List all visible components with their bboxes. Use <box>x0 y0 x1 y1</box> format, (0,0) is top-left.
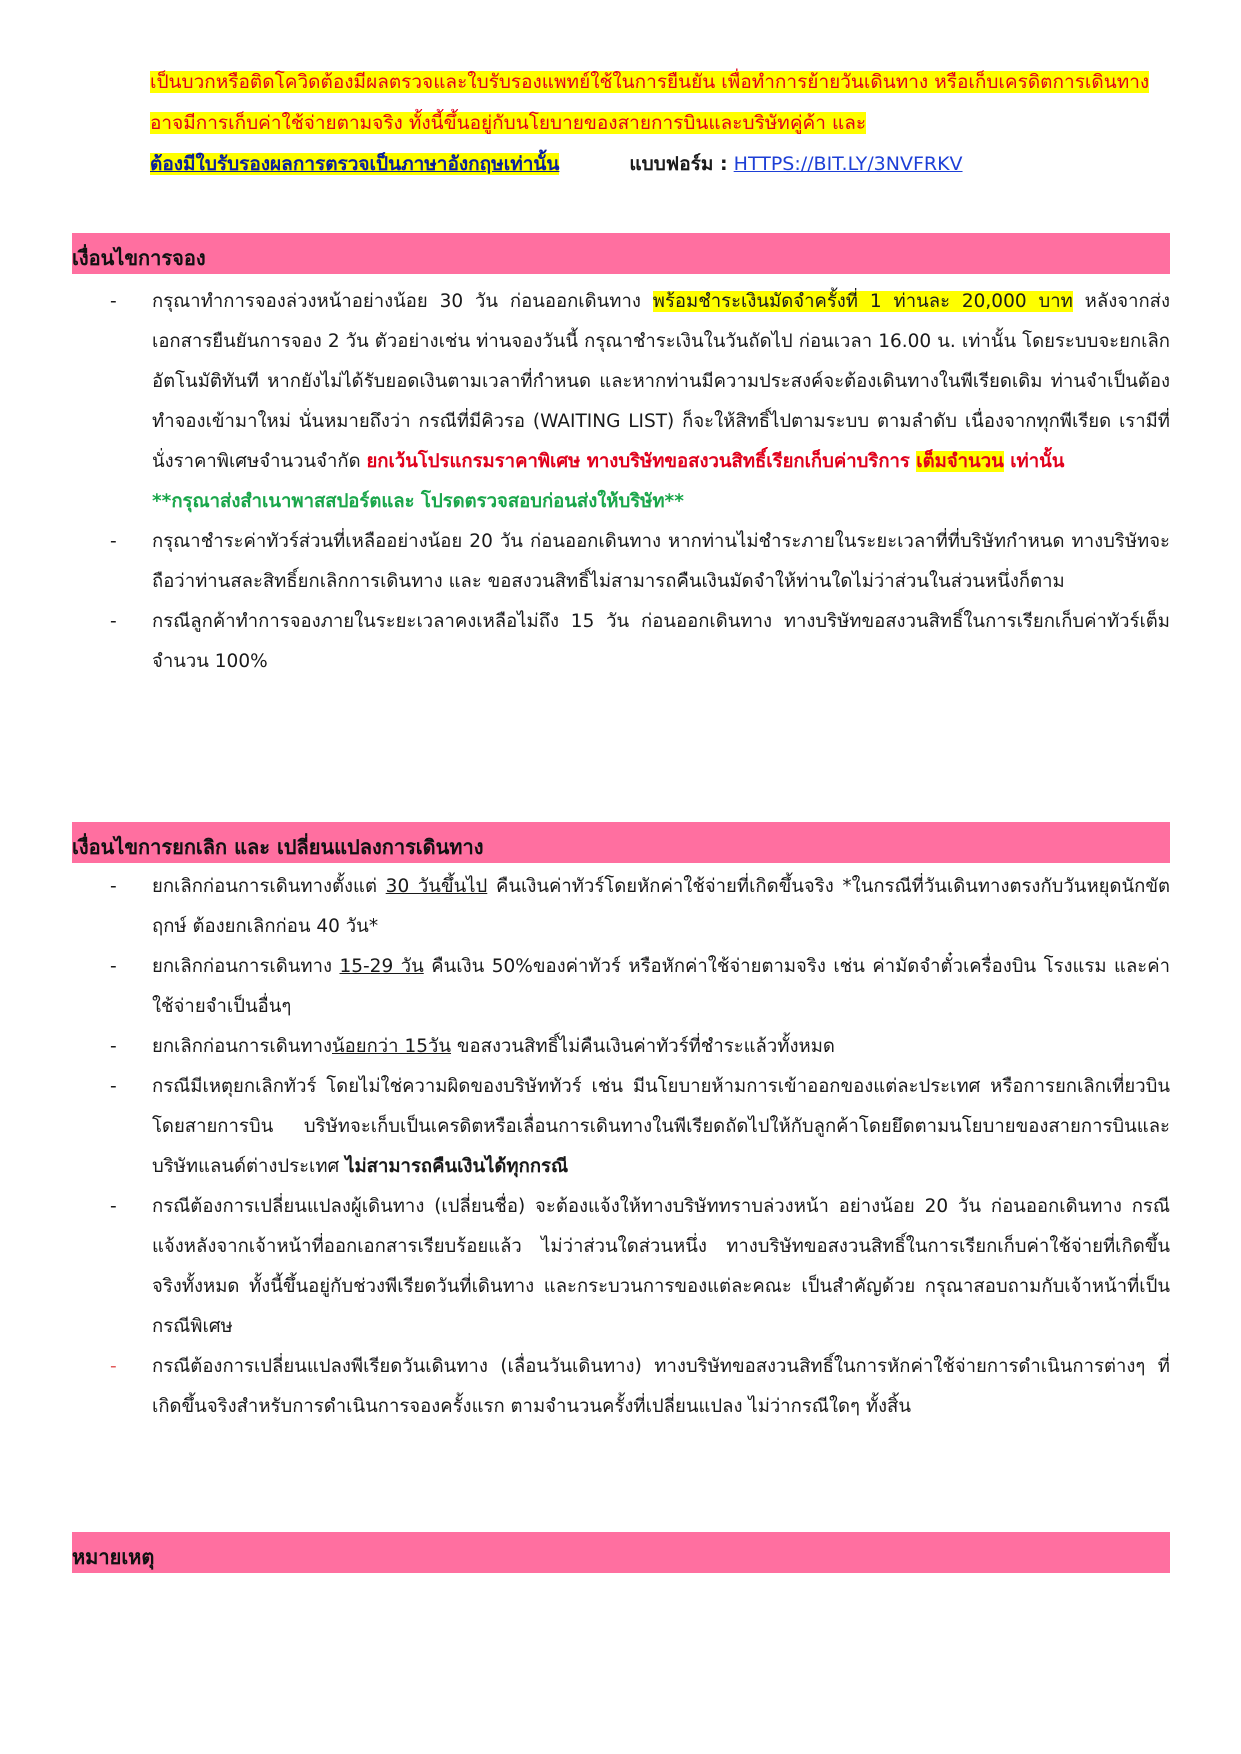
cancel-item4-text: กรณีมีเหตุยกเลิกทัวร์ โดยไม่ใช่ความผิดของบริษัททัวร์ เช่น มีนโยบายห้ามการเข้าออกของแต่ละประเทศ หรือการยกเลิกเที่ยวบินโดยสายการบิน บริษัทจะเก็บเป็นเครดิตหรือเลื่อนการเดินทางในพีเรียดถัดไปให้กับลูกค้าโดยยึดตามนโยบายของสายการบินและบริษัทแลนด์ต่างประเทศ <box>152 1076 1170 1177</box>
cancel-item3-period: น้อยกว่า 15วัน <box>332 1036 452 1057</box>
bullet-dash: - <box>110 611 117 632</box>
booking-item1-text: กรุณาทำการจองล่วงหน้าอย่างน้อย 30 วัน ก่อนออกเดินทาง <box>152 291 653 312</box>
cancel-item3-detail: ขอสงวนสิทธิ์ไม่คืนเงินค่าทัวร์ที่ชำระแล้วทั้งหมด <box>451 1036 835 1057</box>
no-refund-note: ไม่สามารถคืนเงินได้ทุกกรณี <box>345 1156 569 1177</box>
bullet-dash: - <box>110 876 117 897</box>
cancel-item1-text: ยกเลิกก่อนการเดินทางตั้งแต่ <box>152 876 386 897</box>
booking-item1-body: หลังจากส่งเอกสารยืนยันการจอง 2 วัน ตัวอย่างเช่น ท่านจองวันนี้ กรุณาชำระเงินในวันถัดไป ก่อนเวลา 16.00 น. เท่านั้น โดยระบบจะยกเลิกอัตโนมัติทันที หากยังไม่ได้รับยอดเงินตามเวลาที่กำหนด และหากท่านมีความประสงค์จะต้องเดินทางในพีเรียดเดิม ท่านจำเป็นต้องทำจองเข้ามาใหม่ นั่นหมายถึงว่า กรณีที่มีคิวรอ (WAITING LIST) ก็จะให้สิทธิ์ไปตามระบบ ตามลำดับ เนื่องจากทุกพีเรียด เรามีที่นั่งราคาพิเศษจำนวนจำกัด <box>152 291 1170 472</box>
list-item <box>110 947 1170 1027</box>
notice-text: เป็นบวกหรือติดโควิดต้องมีผลตรวจและใบรับรองแพทย์ใช้ในการยืนยัน เพื่อทำการย้ายวันเดินทาง หรือเก็บเครดิตการเดินทาง อาจมีการเก็บค่าใช้จ่ายตามจริง ทั้งนี้ขึ้นอยู่กับนโยบายของสายการบินและบริษัทคู่ค้า และ <box>150 71 1150 134</box>
booking-section-title: เงื่อนไขการจอง <box>72 246 206 270</box>
bullet-dash: - <box>110 956 117 977</box>
booking-item2-text: กรุณาชำระค่าทัวร์ส่วนที่เหลืออย่างน้อย 20 วัน ก่อนออกเดินทาง หากท่านไม่ชำระภายในระยะเวลาที่ที่บริษัทกำหนด ทางบริษัทจะถือว่าท่านสละสิทธิ์ยกเลิกการเดินทาง และ ขอสงวนสิทธิ์ไม่สามารถคืนเงินมัดจำให้ท่านใดไม่ว่าส่วนในส่วนหนึ่งก็ตาม <box>152 531 1170 592</box>
list-item <box>110 602 1170 682</box>
form-link[interactable]: HTTPS://BIT.LY/3NVFRKV <box>733 153 963 175</box>
english-certificate-requirement: ต้องมีใบรับรองผลการตรวจเป็นภาษาอังกฤษเท่านั้น <box>150 153 560 175</box>
booking-conditions-list <box>110 282 1170 682</box>
cancel-item2-detail: คืนเงิน 50%ของค่าทัวร์ หรือหักค่าใช้จ่ายตามจริง เช่น ค่ามัดจำตั๋วเครื่องบิน โรงแรม และค่าใช้จ่ายจำเป็นอื่นๆ <box>152 956 1170 1017</box>
remarks-section-header <box>72 1532 1170 1573</box>
list-item <box>110 867 1170 947</box>
covid-notice <box>150 62 1170 185</box>
cancel-item5-text: กรณีต้องการเปลี่ยนแปลงผู้เดินทาง (เปลี่ยนชื่อ) จะต้องแจ้งให้ทางบริษัททราบล่วงหน้า อย่างน้อย 20 วัน ก่อนออกเดินทาง กรณีแจ้งหลังจากเจ้าหน้าที่ออกเอกสารเรียบร้อยแล้ว ไม่ว่าส่วนใดส่วนหนึ่ง ทางบริษัทขอสงวนสิทธิ์ในการเรียกเก็บค่าใช้จ่ายที่เกิดขึ้นจริงทั้งหมด ทั้งนี้ขึ้นอยู่กับช่วงพีเรียดวันที่เดินทาง และกระบวนการของแต่ละคณะ เป็นสำคัญด้วย กรุณาสอบถามกับเจ้าหน้าที่เป็นกรณีพิเศษ <box>152 1196 1170 1337</box>
cancel-item1-detail: คืนเงินค่าทัวร์โดยหักค่าใช้จ่ายที่เกิดขึ้นจริง *ในกรณีที่วันเดินทางตรงกับวันหยุดนักขัตฤกษ์ ต้องยกเลิกก่อน 40 วัน* <box>152 876 1170 937</box>
bullet-dash: - <box>110 291 117 312</box>
remarks-section-title: หมายเหตุ <box>72 1545 155 1569</box>
passport-note: **กรุณาส่งสำเนาพาสสปอร์ตและ โปรดตรวจสอบก่อนส่งให้บริษัท** <box>152 491 684 512</box>
bullet-dash: - <box>110 531 117 552</box>
list-item <box>110 282 1170 522</box>
bullet-dash: - <box>110 1356 117 1377</box>
only-text: เท่านั้น <box>1003 451 1065 472</box>
cancel-item6-text: กรณีต้องการเปลี่ยนแปลงพีเรียดวันเดินทาง (เลื่อนวันเดินทาง) ทางบริษัทขอสงวนสิทธิ์ในการหักค่าใช้จ่ายการดำเนินการต่างๆ ที่เกิดขึ้นจริงสำหรับการดำเนินการจองครั้งแรก ตามจำนวนครั้งที่เปลี่ยนแปลง ไม่ว่ากรณีใดๆ ทั้งสิ้น <box>152 1356 1170 1417</box>
bullet-dash: - <box>110 1076 117 1097</box>
list-item <box>110 1347 1170 1427</box>
bullet-dash: - <box>110 1196 117 1217</box>
cancel-item2-period: 15-29 วัน <box>339 956 424 977</box>
cancel-item1-period: 30 วันขึ้นไป <box>385 876 488 897</box>
bullet-dash: - <box>110 1036 117 1057</box>
booking-section-header <box>72 233 1170 274</box>
booking-item3-text: กรณีลูกค้าทำการจองภายในระยะเวลาคงเหลือไม่ถึง 15 วัน ก่อนออกเดินทาง ทางบริษัทขอสงวนสิทธิ์ในการเรียกเก็บค่าทัวร์เต็มจำนวน 100% <box>152 611 1170 672</box>
full-amount-highlight: เต็มจำนวน <box>916 451 1004 472</box>
list-item <box>110 522 1170 602</box>
list-item <box>110 1027 1170 1067</box>
cancellation-conditions-list <box>110 867 1170 1427</box>
cancel-item3-text: ยกเลิกก่อนการเดินทาง <box>152 1036 332 1057</box>
form-label: แบบฟอร์ม : <box>629 153 728 175</box>
cancellation-section-title: เงื่อนไขการยกเลิก และ เปลี่ยนแปลงการเดินทาง <box>72 835 484 859</box>
special-program-exception: ยกเว้นโปรแกรมราคาพิเศษ ทางบริษัทขอสงวนสิทธิ์เรียกเก็บค่าบริการ <box>366 451 917 472</box>
list-item <box>110 1187 1170 1347</box>
cancel-item2-text: ยกเลิกก่อนการเดินทาง <box>152 956 340 977</box>
deposit-highlight: พร้อมชำระเงินมัดจำครั้งที่ 1 ท่านละ 20,000 บาท <box>652 291 1073 312</box>
list-item <box>110 1067 1170 1187</box>
cancellation-section-header <box>72 822 1170 863</box>
